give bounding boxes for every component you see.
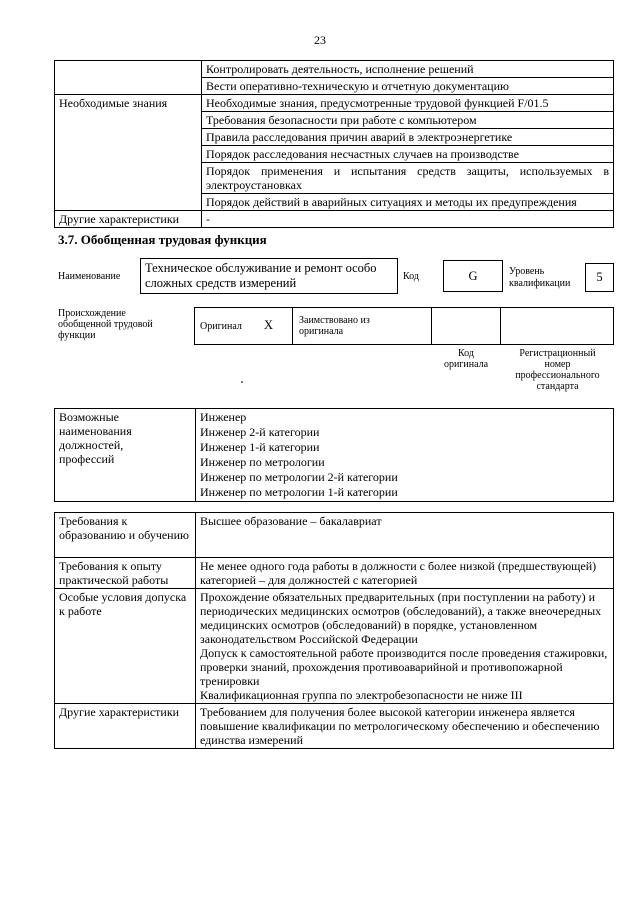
row-label-other: Другие характеристики (55, 211, 202, 228)
name-label: Наименование (58, 271, 121, 282)
section-heading: 3.7. Обобщенная трудовая функция (58, 232, 267, 247)
positions-table (54, 408, 614, 502)
level-label-1: Уровень (509, 266, 545, 277)
special-condition: Допуск к самостоятельной работе производится после проведения стажировки, проверки знаний, прохождения противоаварийной и противопожарной тренировки (200, 646, 608, 688)
positions-values (196, 409, 614, 502)
divider (431, 307, 432, 345)
origin-box (194, 307, 614, 345)
name-box (140, 258, 398, 294)
requirements-table (54, 512, 614, 749)
positions-label-line: должностей, (59, 438, 124, 452)
education-value: Высшее образование – бакалавриат (196, 513, 614, 558)
experience-value: Не менее одного года работы в должности с более низкой (предшествующей) категорией – для должностей с категорией (196, 558, 614, 589)
special-values (196, 589, 614, 704)
table-cell-empty (55, 61, 202, 95)
level-value: 5 (596, 270, 603, 284)
level-label-2: квалификации (509, 278, 571, 289)
page-number: 23 (314, 33, 326, 47)
positions-label (55, 409, 196, 502)
code-original-caption-2: оригинала (443, 359, 489, 370)
table-cell: Порядок расследования несчастных случаев на производстве (202, 146, 614, 163)
divider (500, 307, 501, 345)
scan-speck (241, 381, 243, 383)
positions-label-line: профессий (59, 452, 115, 466)
table-cell: Порядок действий в аварийных ситуациях и методы их предупреждения (202, 194, 614, 211)
positions-label-line: наименования (59, 424, 132, 438)
row-label-knowledge: Необходимые знания (55, 95, 202, 211)
table-cell: Вести оперативно-техническую и отчетную документацию (202, 78, 614, 95)
reg-caption-1: Регистрационный (519, 348, 596, 359)
knowledge-table (54, 60, 614, 228)
reg-caption-3: профессионального (515, 370, 600, 381)
name-value: Техническое обслуживание и ремонт особо сложных средств измерений (145, 261, 377, 290)
position-item: Инженер по метрологии 2-й категории (200, 470, 398, 484)
table-cell: Правила расследования причин аварий в электроэнергетике (202, 129, 614, 146)
table-cell: Необходимые знания, предусмотренные трудовой функцией F/01.5 (202, 95, 614, 112)
table-cell: Требования безопасности при работе с компьютером (202, 112, 614, 129)
code-label: Код (403, 271, 419, 282)
original-label: Оригинал (200, 321, 242, 332)
code-original-caption-1: Код (458, 348, 474, 359)
table-cell: Контролировать деятельность, исполнение решений (202, 61, 614, 78)
borrowed-label-1: Заимствовано из (299, 315, 370, 326)
table-cell: - (202, 211, 614, 228)
origin-label-3: функции (58, 330, 96, 341)
position-item: Инженер по метрологии (200, 455, 325, 469)
level-box (585, 263, 614, 292)
positions-label-line: Возможные (59, 410, 119, 424)
other-value: Требованием для получения более высокой категории инженера является повышение квалификации по метрологическому обеспечению и обеспечению единства измерений (196, 704, 614, 749)
special-condition: Прохождение обязательных предварительных (при поступлении на работу) и периодических медицинских осмотров (обследований), а также внеочередных медицинских осмотров (обследований) в порядке, установленном законодательством Российской Федерации (200, 590, 602, 646)
reg-caption-4: стандарта (536, 381, 579, 392)
position-item: Инженер (200, 410, 247, 424)
position-item: Инженер 1-й категории (200, 440, 320, 454)
special-condition: Квалификационная группа по электробезопасности не ниже III (200, 688, 523, 702)
experience-label: Требования к опыту практической работы (55, 558, 196, 589)
code-box (443, 260, 503, 292)
education-label: Требования к образованию и обучению (55, 513, 196, 558)
divider (292, 307, 293, 345)
reg-caption-2: номер (544, 359, 571, 370)
origin-label-1: Происхождение (58, 308, 126, 319)
origin-label-2: обобщенной трудовой (58, 319, 153, 330)
other-label: Другие характеристики (55, 704, 196, 749)
position-item: Инженер 2-й категории (200, 425, 320, 439)
code-value: G (468, 269, 478, 283)
special-label: Особые условия допуска к работе (55, 589, 196, 704)
borrowed-label-2: оригинала (299, 326, 344, 337)
original-mark: X (264, 318, 274, 332)
table-cell: Порядок применения и испытания средств защиты, используемых в электроустановках (202, 163, 614, 194)
position-item: Инженер по метрологии 1-й категории (200, 485, 398, 499)
